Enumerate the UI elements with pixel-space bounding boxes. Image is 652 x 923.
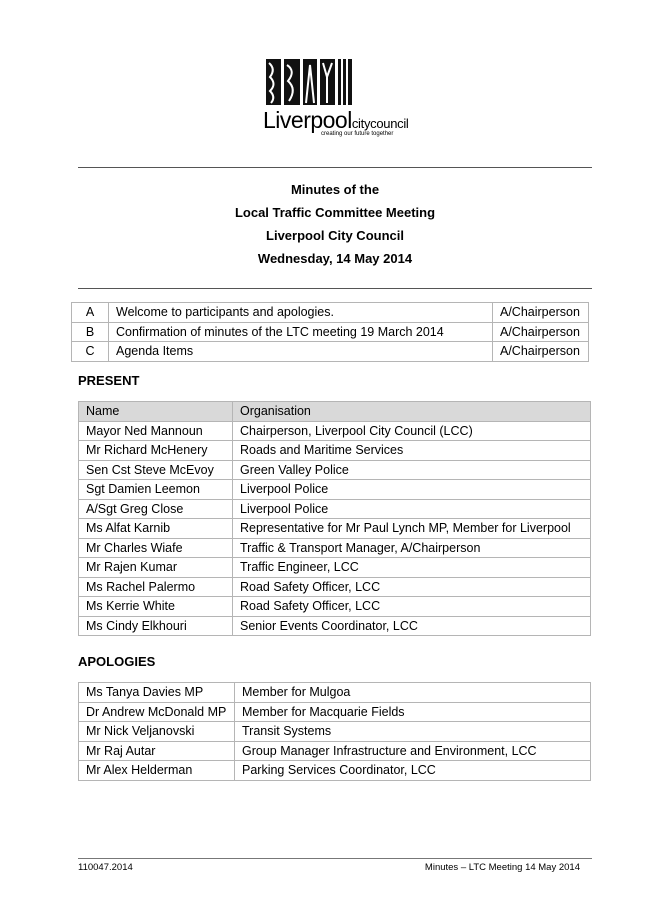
attendee-organisation: Chairperson, Liverpool City Council (LCC)	[233, 421, 591, 441]
column-header-organisation: Organisation	[233, 402, 591, 422]
attendee-organisation: Traffic Engineer, LCC	[233, 558, 591, 578]
attendee-name: Ms Alfat Karnib	[79, 519, 233, 539]
attendee-organisation: Senior Events Coordinator, LCC	[233, 616, 591, 636]
attendee-name: Ms Kerrie White	[79, 597, 233, 617]
table-row	[79, 499, 591, 519]
attendee-name: A/Sgt Greg Close	[79, 499, 233, 519]
logo-tagline: creating our future together	[321, 131, 394, 137]
table-row	[79, 702, 591, 722]
table-row	[79, 538, 591, 558]
table-row	[72, 322, 589, 342]
agenda-item: Welcome to participants and apologies.	[109, 303, 493, 323]
table-row	[79, 741, 591, 761]
agenda-letter: C	[72, 342, 109, 362]
apology-organisation: Transit Systems	[235, 722, 591, 742]
logo-wordmark: Liverpoolcitycouncil	[263, 107, 409, 133]
table-row	[79, 519, 591, 539]
table-row	[79, 597, 591, 617]
title-line-3: Liverpool City Council	[266, 228, 404, 243]
attendee-organisation: Liverpool Police	[233, 480, 591, 500]
header-rule-top	[78, 167, 592, 168]
apologies-table	[78, 682, 591, 781]
attendee-name: Mayor Ned Mannoun	[79, 421, 233, 441]
agenda-letter: A	[72, 303, 109, 323]
document-title	[78, 178, 592, 270]
attendee-name: Mr Richard McHenery	[79, 441, 233, 461]
table-row	[72, 342, 589, 362]
attendee-name: Mr Rajen Kumar	[79, 558, 233, 578]
apology-name: Ms Tanya Davies MP	[79, 683, 235, 703]
footer-rule	[78, 858, 592, 859]
agenda-letter: B	[72, 322, 109, 342]
attendee-organisation: Liverpool Police	[233, 499, 591, 519]
apology-organisation: Member for Macquarie Fields	[235, 702, 591, 722]
attendee-organisation: Traffic & Transport Manager, A/Chairperson	[233, 538, 591, 558]
apology-organisation: Member for Mulgoa	[235, 683, 591, 703]
table-header-row	[79, 402, 591, 422]
agenda-owner: A/Chairperson	[493, 322, 589, 342]
table-row	[79, 421, 591, 441]
agenda-owner: A/Chairperson	[493, 303, 589, 323]
header-rule-bottom	[78, 288, 592, 289]
apologies-heading: APOLOGIES	[78, 654, 156, 669]
attendee-name: Mr Charles Wiafe	[79, 538, 233, 558]
table-row	[79, 577, 591, 597]
attendee-name: Sgt Damien Leemon	[79, 480, 233, 500]
attendee-organisation: Roads and Maritime Services	[233, 441, 591, 461]
table-row	[79, 683, 591, 703]
attendee-organisation: Road Safety Officer, LCC	[233, 597, 591, 617]
apology-name: Dr Andrew McDonald MP	[79, 702, 235, 722]
agenda-item: Confirmation of minutes of the LTC meeting 19 March 2014	[109, 322, 493, 342]
table-row	[79, 616, 591, 636]
present-table	[78, 401, 591, 636]
logo-graphic	[266, 57, 354, 107]
attendee-organisation: Road Safety Officer, LCC	[233, 577, 591, 597]
title-line-1: Minutes of the	[290, 182, 380, 197]
column-header-name: Name	[79, 402, 233, 422]
table-row	[79, 480, 591, 500]
table-row	[79, 460, 591, 480]
apology-name: Mr Nick Veljanovski	[79, 722, 235, 742]
attendee-name: Ms Cindy Elkhouri	[79, 616, 233, 636]
agenda-owner: A/Chairperson	[493, 342, 589, 362]
attendee-organisation: Green Valley Police	[233, 460, 591, 480]
apology-name: Mr Alex Helderman	[79, 761, 235, 781]
apology-organisation: Parking Services Coordinator, LCC	[235, 761, 591, 781]
agenda-item: Agenda Items	[109, 342, 493, 362]
footer-title: Minutes – LTC Meeting 14 May 2014	[424, 862, 580, 873]
agenda-table	[71, 302, 589, 362]
attendee-organisation: Representative for Mr Paul Lynch MP, Member for Liverpool	[233, 519, 591, 539]
table-row	[79, 558, 591, 578]
table-row	[72, 303, 589, 323]
title-line-2: Local Traffic Committee Meeting	[234, 205, 436, 220]
footer-reference: 110047.2014	[78, 862, 133, 873]
apology-organisation: Group Manager Infrastructure and Environment, LCC	[235, 741, 591, 761]
council-logo	[263, 57, 413, 145]
present-heading: PRESENT	[78, 373, 140, 388]
apology-name: Mr Raj Autar	[79, 741, 235, 761]
attendee-name: Sen Cst Steve McEvoy	[79, 460, 233, 480]
table-row	[79, 722, 591, 742]
table-row	[79, 761, 591, 781]
title-line-4: Wednesday, 14 May 2014	[257, 251, 413, 266]
table-row	[79, 441, 591, 461]
attendee-name: Ms Rachel Palermo	[79, 577, 233, 597]
